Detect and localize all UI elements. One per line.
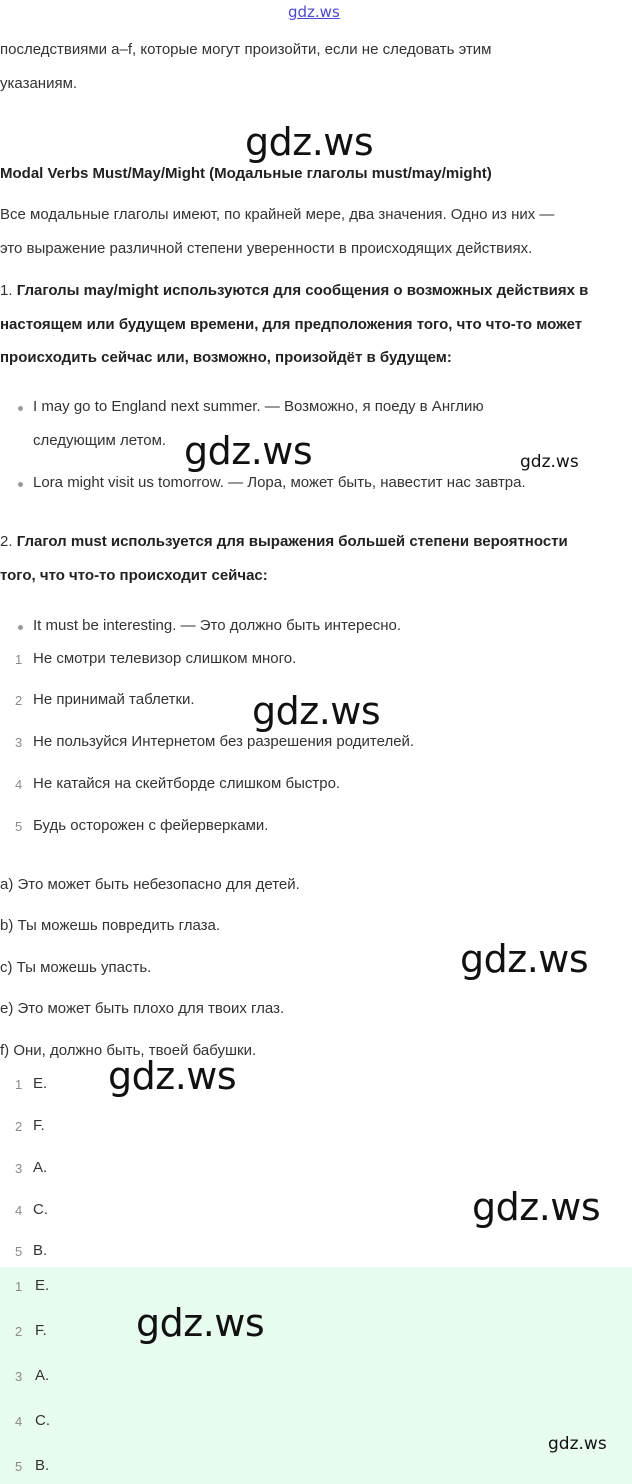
answer-item: C. (33, 1201, 48, 1218)
bullet-dot (18, 625, 23, 630)
answer-item: A. (35, 1367, 50, 1384)
rule-1-line-2: настоящем или будущем времени, для предположения того, что что-то может (0, 316, 583, 333)
answer-number: 1 (15, 1077, 23, 1092)
example-1-line-2: следующим летом. (33, 432, 167, 449)
instruction-number: 5 (15, 819, 23, 834)
watermark: gdz.ws (136, 1301, 265, 1345)
rule-2-line-2: того, что что-то происходит сейчас: (0, 567, 268, 584)
rule-1 (0, 282, 588, 299)
section-title: Modal Verbs Must/May/Might (Модальные глаголы must/may/might) (0, 165, 492, 182)
answer-item: F. (35, 1322, 47, 1339)
answer-number: 4 (15, 1414, 23, 1429)
answer-item: E. (33, 1075, 48, 1092)
answer-item: F. (33, 1117, 45, 1134)
instruction-item: Не смотри телевизор слишком много. (33, 650, 297, 667)
rule-1-line-1: Глаголы may/might используются для сообщения о возможных действиях в (16, 282, 589, 299)
rule-2-line-1: Глагол must используется для выражения большей степени вероятности (16, 533, 568, 550)
consequence-item: f) Они, должно быть, твоей бабушки. (0, 1042, 257, 1059)
answer-item: B. (35, 1457, 50, 1474)
instruction-item: Будь осторожен с фейерверками. (33, 817, 269, 834)
consequence-item: c) Ты можешь упасть. (0, 959, 152, 976)
instruction-item: Не катайся на скейтборде слишком быстро. (33, 775, 341, 792)
watermark-link[interactable]: gdz.ws (288, 3, 340, 21)
bullet-dot (18, 406, 23, 411)
answer-item: E. (35, 1277, 50, 1294)
watermark: gdz.ws (252, 689, 381, 733)
answer-item: A. (33, 1159, 48, 1176)
rule-2 (0, 533, 568, 550)
watermark: gdz.ws (548, 1434, 607, 1454)
answer-item: B. (33, 1242, 48, 1259)
answer-number: 1 (15, 1279, 23, 1294)
watermark: gdz.ws (520, 452, 579, 472)
example-1-line-1: I may go to England next summer. — Возможно, я поеду в Англию (33, 398, 484, 415)
watermark: gdz.ws (245, 120, 374, 164)
answer-number: 5 (15, 1244, 23, 1259)
answer-number: 3 (15, 1369, 23, 1384)
rule-1-number: 1. (0, 282, 13, 299)
consequence-item: b) Ты можешь повредить глаза. (0, 917, 221, 934)
bullet-dot (18, 482, 23, 487)
example-2-line-1: Lora might visit us tomorrow. — Лора, может быть, навестит нас завтра. (33, 474, 526, 491)
instruction-number: 4 (15, 777, 23, 792)
consequence-item: e) Это может быть плохо для твоих глаз. (0, 1000, 285, 1017)
answer-number: 2 (15, 1324, 23, 1339)
answer-number: 5 (15, 1459, 23, 1474)
paragraph-line-2: это выражение различной степени уверенности в происходящих действиях. (0, 240, 533, 257)
instruction-number: 2 (15, 693, 23, 708)
watermark: gdz.ws (108, 1054, 237, 1098)
instruction-number: 3 (15, 735, 23, 750)
rule-2-number: 2. (0, 533, 13, 550)
answer-number: 2 (15, 1119, 23, 1134)
instruction-number: 1 (15, 652, 23, 667)
intro-line-1: последствиями a–f, которые могут произойти, если не следовать этим (0, 41, 492, 58)
consequence-item: a) Это может быть небезопасно для детей. (0, 876, 300, 893)
answer-highlight-block (0, 1267, 632, 1484)
paragraph-line-1: Все модальные глаголы имеют, по крайней мере, два значения. Одно из них — (0, 206, 555, 223)
instruction-item: Не пользуйся Интернетом без разрешения родителей. (33, 733, 415, 750)
answer-number: 3 (15, 1161, 23, 1176)
instruction-item: Не принимай таблетки. (33, 691, 195, 708)
watermark: gdz.ws (472, 1185, 601, 1229)
watermark: gdz.ws (184, 429, 313, 473)
watermark: gdz.ws (460, 937, 589, 981)
intro-line-2: указаниям. (0, 75, 78, 92)
example-3: It must be interesting. — Это должно быть интересно. (33, 617, 401, 634)
answer-item: C. (35, 1412, 50, 1429)
answer-number: 4 (15, 1203, 23, 1218)
rule-1-line-3: происходить сейчас или, возможно, произойдёт в будущем: (0, 349, 452, 366)
